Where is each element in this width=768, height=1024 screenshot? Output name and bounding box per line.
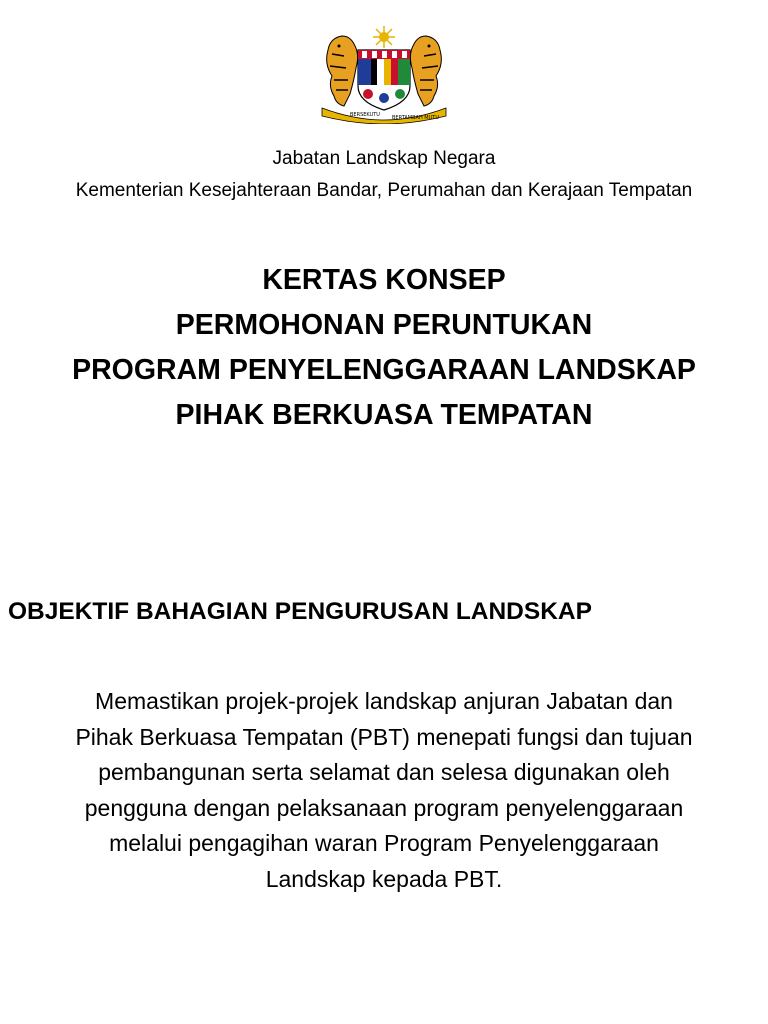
left-tiger-icon — [327, 36, 358, 106]
objective-paragraph — [10, 684, 758, 897]
shield-icon — [358, 50, 410, 110]
ministry-name: Kementerian Kesejahteraan Bandar, Perumahan dan Kerajaan Tempatan — [75, 180, 693, 201]
paragraph-line: Pihak Berkuasa Tempatan (PBT) menepati fungsi dan tujuan — [75, 723, 693, 750]
star-icon — [373, 26, 395, 48]
paragraph-line: melalui pengagihan waran Program Penyelenggaraan — [109, 830, 659, 856]
title-line: PERMOHONAN PERUNTUKAN — [175, 309, 593, 341]
paragraph-line: pembangunan serta selamat dan selesa digunakan oleh — [98, 759, 670, 785]
svg-text:BERTAMBAH MUTU: BERTAMBAH MUTU — [392, 115, 439, 121]
section-heading: OBJEKTIF BAHAGIAN PENGURUSAN LANDSKAP — [8, 598, 592, 625]
paragraph-line: Landskap kepada PBT. — [265, 865, 503, 892]
document-title — [0, 258, 768, 438]
coat-of-arms-logo — [314, 24, 454, 124]
title-line: KERTAS KONSEP — [262, 264, 506, 296]
right-tiger-icon — [410, 36, 441, 106]
title-line: PIHAK BERKUASA TEMPATAN — [175, 399, 593, 431]
department-name: Jabatan Landskap Negara — [272, 148, 496, 169]
title-line: PROGRAM PENYELENGGARAAN LANDSKAP — [72, 354, 696, 386]
paragraph-line: pengguna dengan pelaksanaan program penyelenggaraan — [84, 794, 684, 821]
svg-text:BERSEKUTU: BERSEKUTU — [350, 112, 380, 118]
paragraph-line: Memastikan projek-projek landskap anjuran Jabatan dan — [95, 688, 673, 714]
